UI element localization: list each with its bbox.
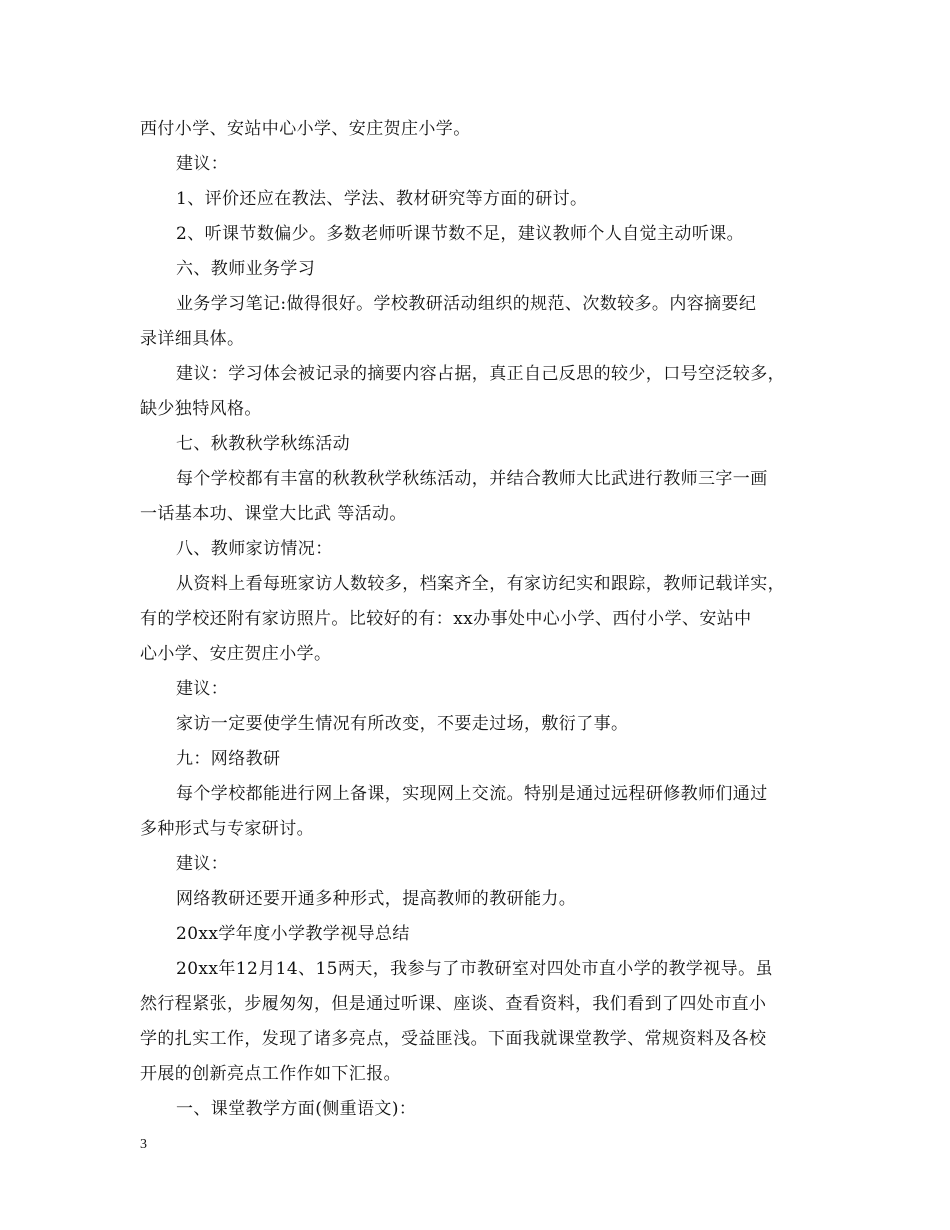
text-line: 2、听课节数偏少。多数老师听课节数不足，建议教师个人自觉主动听课。 (176, 224, 745, 244)
text-line: 然行程紧张，步履匆匆，但是通过听课、座谈、查看资料，我们看到了四处市直小 (140, 994, 767, 1014)
section-heading: 一、课堂教学方面(侧重语文)： (176, 1099, 417, 1119)
text-line: 录详细具体。 (140, 329, 245, 349)
text-line: 建议： (176, 679, 229, 699)
text-line: 每个学校都有丰富的秋教秋学秋练活动，并结合教师大比武进行教师三字一画 (176, 469, 768, 489)
text-line: 业务学习笔记:做得很好。学校教研活动组织的规范、次数较多。内容摘要纪 (176, 294, 757, 314)
text-line: 建议： (176, 854, 229, 874)
text-line: 开展的创新亮点工作作如下汇报。 (140, 1064, 401, 1084)
text-line: 学的扎实工作，发现了诸多亮点，受益匪浅。下面我就课堂教学、常规资料及各校 (140, 1029, 767, 1049)
text-line: 一话基本功、课堂大比武 等活动。 (140, 504, 407, 524)
text-line: 每个学校都能进行网上备课，实现网上交流。特别是通过远程研修教师们通过 (176, 784, 768, 804)
text-line: 网络教研还要开通多种形式，提高教师的教研能力。 (176, 889, 577, 909)
text-line: 心小学、安庄贺庄小学。 (140, 644, 332, 664)
section-heading: 七、秋教秋学秋练活动 (176, 434, 350, 454)
section-heading: 20xx学年度小学教学视导总结 (176, 924, 410, 944)
page-number: 3 (140, 1137, 147, 1152)
text-line: 20xx年12月14、15两天，我参与了市教研室对四处市直小学的教学视导。虽 (176, 959, 773, 979)
section-heading: 六、教师业务学习 (176, 259, 316, 279)
text-line: 建议： (176, 154, 229, 174)
text-line: 多种形式与专家研讨。 (140, 819, 314, 839)
text-line: 从资料上看每班家访人数较多，档案齐全，有家访纪实和跟踪，教师记载详实， (176, 574, 785, 594)
section-heading: 八、教师家访情况： (176, 539, 333, 559)
text-line: 西付小学、安站中心小学、安庄贺庄小学。 (140, 119, 471, 139)
text-line: 有的学校还附有家访照片。比较好的有：xx办事处中心小学、西付小学、安站中 (140, 609, 752, 629)
text-line: 1、评价还应在教法、学法、教材研究等方面的研讨。 (176, 189, 588, 209)
text-line: 建议：学习体会被记录的摘要内容占据，真正自己反思的较少，口号空泛较多， (176, 364, 785, 384)
text-line: 缺少独特风格。 (140, 399, 262, 419)
section-heading: 九：网络教研 (176, 749, 281, 769)
text-line: 家访一定要使学生情况有所改变，不要走过场，敷衍了事。 (176, 714, 629, 734)
